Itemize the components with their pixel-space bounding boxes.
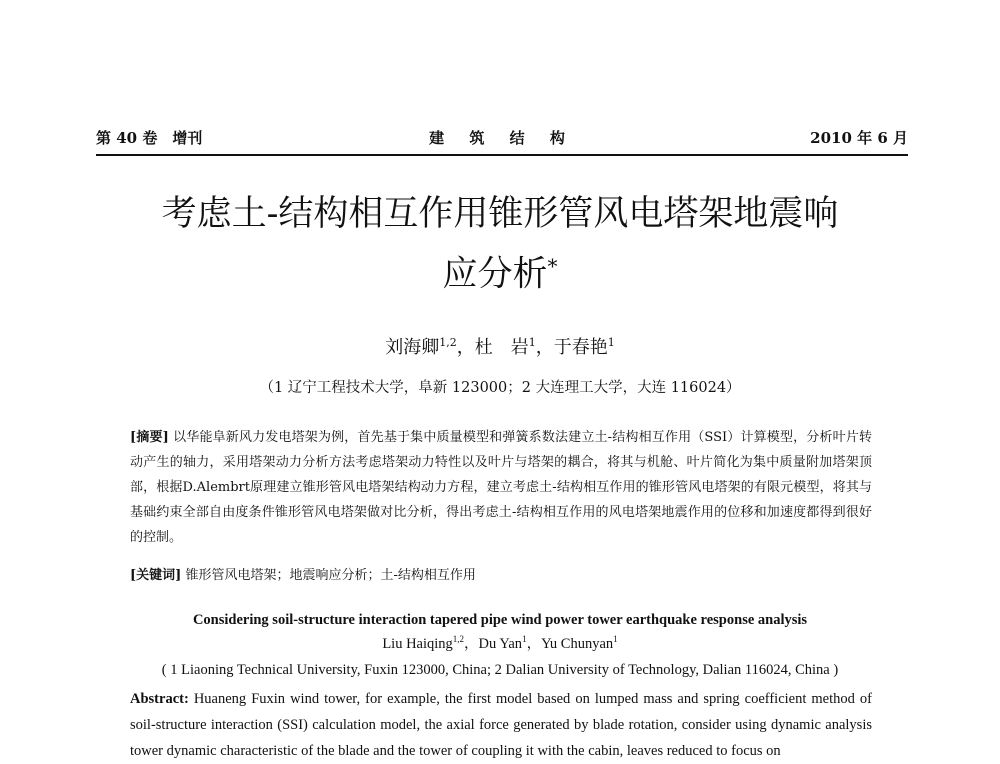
author-separator: ， xyxy=(535,337,554,358)
title-line-1: 考虑土-结构相互作用锥形管风电塔架地震响 xyxy=(161,194,839,234)
title-line-2 xyxy=(120,240,880,301)
english-author-list xyxy=(0,632,1000,653)
keywords-label: [关键词] xyxy=(130,568,182,583)
author-1-affil: 1,2 xyxy=(439,336,457,349)
title-footnote-mark: * xyxy=(547,254,558,278)
author-2: 杜 岩 xyxy=(474,337,529,358)
english-author-separator: ， xyxy=(526,636,542,652)
header-rule xyxy=(96,154,908,156)
abstract-chinese xyxy=(130,425,872,550)
author-list xyxy=(0,333,1000,359)
english-abstract-label: Abstract: xyxy=(130,691,189,707)
english-author-2-affil: 1 xyxy=(522,634,527,645)
running-header xyxy=(96,127,908,153)
english-affiliation: ( 1 Liaoning Technical University, Fuxin 123000, China; 2 Dalian University of Technology, Dalian 116024, China ) xyxy=(161,662,839,678)
paper-title xyxy=(120,188,880,301)
header-date: 2010 年 6 月 xyxy=(810,129,908,147)
english-author-2: Du Yan xyxy=(478,636,523,652)
author-2-affil: 1 xyxy=(528,336,536,349)
abstract-text: 以华能阜新风力发电塔架为例，首先基于集中质量模型和弹簧系数法建立土-结构相互作用（SSI）计算模型，分析叶片转动产生的轴力，采用塔架动力分析方法考虑塔架动力特性以及叶片与塔架的耦合，将其与机舱、叶片简化为集中质量附加塔架顶部，根据D.Alembrt原理建立锥形管风电塔架结构动力方程，建立考虑土-结构相互作用的锥形管风电塔架的有限元模型，将其与基础约束全部自由度条件锥形管风电塔架做对比分析，得出考虑土-结构相互作用的风电塔架地震作用的位移和加速度都得到很好的控制。 xyxy=(130,430,872,545)
abstract-english xyxy=(130,686,872,764)
english-title: Considering soil-structure interaction tapered pipe wind power tower earthquake response analysis xyxy=(192,612,808,628)
keywords-text: 锥形管风电塔架；地震响应分析；土-结构相互作用 xyxy=(185,568,476,583)
author-3-affil: 1 xyxy=(607,336,615,349)
author-3: 于春艳 xyxy=(553,337,608,358)
header-journal: 建 筑 结 构 xyxy=(429,129,575,147)
english-abstract-text: Huaneng Fuxin wind tower, for example, the first model based on lumped mass and spring coefficient method of soil-structure interaction (SSI) calculation model, the axial force generated by blade rotation, consider using dynamic analysis tower dynamic characteristic of the blade and the tower of coupling it with the cabin, leaves reduced to focus on xyxy=(130,691,872,759)
english-author-separator: ， xyxy=(464,636,479,652)
title-line-2-text: 应分析 xyxy=(442,254,548,295)
affiliation: （1 辽宁工程技术大学，阜新 123000；2 大连理工大学，大连 116024） xyxy=(259,380,741,396)
header-volume: 第 40 卷 增刊 xyxy=(96,129,203,147)
english-author-1-affil: 1,2 xyxy=(452,634,465,645)
author-1: 刘海卿 xyxy=(385,337,440,358)
english-author-1: Liu Haiqing xyxy=(382,636,453,652)
english-author-3-affil: 1 xyxy=(613,634,618,645)
author-separator: ， xyxy=(456,337,475,358)
keywords-chinese xyxy=(130,564,872,583)
abstract-label: [摘要] xyxy=(130,430,169,445)
english-author-3: Yu Chunyan xyxy=(541,636,614,652)
